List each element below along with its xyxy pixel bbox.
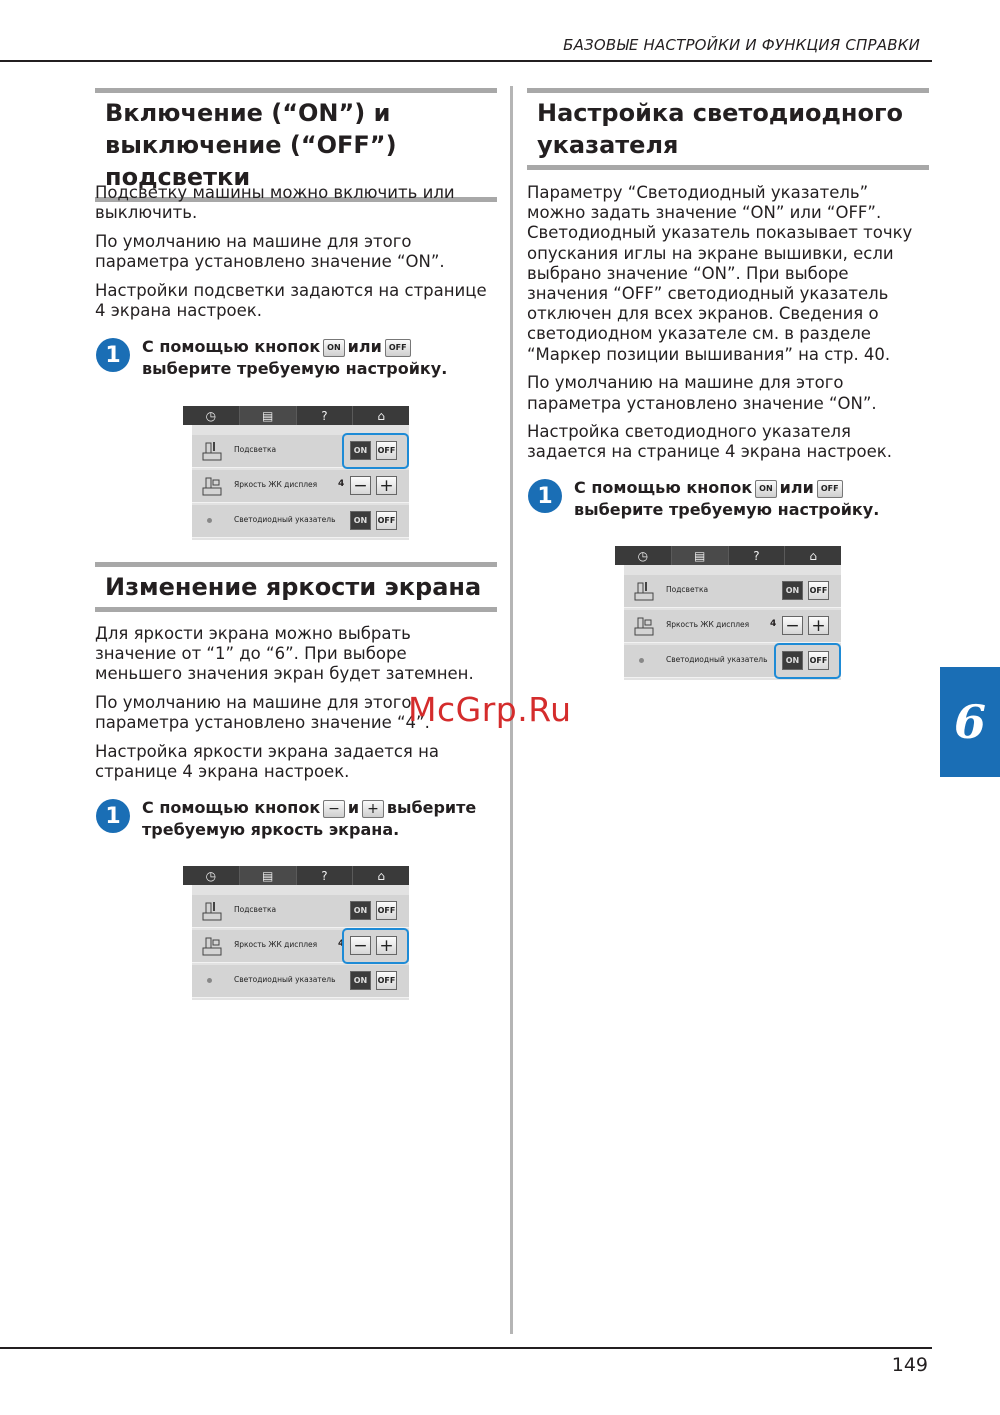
off-button[interactable]: OFF [376, 511, 397, 530]
row-label: Подсветка [234, 445, 277, 454]
section-led-heading [527, 88, 929, 170]
heading-bar-bottom [95, 607, 497, 612]
clock-tab-icon[interactable]: ◷ [183, 866, 240, 885]
settings-screen-backlight [183, 406, 409, 540]
plus-key-icon: + [362, 800, 384, 818]
clock-tab-icon[interactable]: ◷ [183, 406, 240, 425]
row-led-pointer [192, 505, 409, 538]
led-pointer-icon [639, 658, 644, 663]
row-led-pointer [192, 965, 409, 998]
running-header: БАЗОВЫЕ НАСТРОЙКИ И ФУНКЦИЯ СПРАВКИ [563, 36, 920, 54]
machine-light-icon [200, 439, 224, 463]
settings-screen-brightness [183, 866, 409, 1000]
heading-backlight [95, 93, 497, 197]
step-instruction [142, 797, 500, 841]
section-brightness-heading [95, 562, 497, 612]
heading-led-pointer [527, 93, 929, 165]
on-button[interactable]: ON [782, 651, 803, 670]
document-tab-icon[interactable]: ▤ [240, 406, 297, 425]
row-label: Яркость ЖК дисплея [234, 940, 318, 949]
machine-light-icon [632, 579, 656, 603]
off-button[interactable]: OFF [808, 581, 829, 600]
brightness-value: 4 [338, 479, 345, 489]
off-button[interactable]: OFF [376, 901, 397, 920]
off-button[interactable]: OFF [376, 441, 397, 460]
on-button[interactable]: ON [350, 441, 371, 460]
step-text-part: выберите требуемую яркость экрана. [142, 798, 477, 839]
brightness-value: 4 [770, 619, 777, 629]
step-text-part: С помощью кнопок [142, 798, 321, 817]
off-button[interactable]: OFF [376, 971, 397, 990]
settings-screen-led [615, 546, 841, 680]
row-lcd-brightness [192, 470, 409, 503]
row-label: Светодиодный указатель [234, 515, 336, 524]
footer-rule [0, 1347, 932, 1349]
row-label: Яркость ЖК дисплея [234, 480, 318, 489]
selection-highlight [774, 643, 841, 679]
step-text-part: С помощью кнопок [142, 337, 321, 356]
minus-button[interactable]: − [350, 476, 371, 495]
screen-tab-bar [183, 406, 409, 425]
off-key-icon: OFF [817, 480, 843, 498]
step-text-part: и [347, 798, 360, 817]
machine-light-icon [200, 899, 224, 923]
selection-highlight [342, 433, 409, 469]
plus-button[interactable]: + [376, 476, 397, 495]
clock-tab-icon[interactable]: ◷ [615, 546, 672, 565]
screen-tab-bar [183, 866, 409, 885]
minus-button[interactable]: − [782, 616, 803, 635]
step-number-badge: 1 [96, 338, 130, 372]
screen-tab-bar [615, 546, 841, 565]
selection-highlight [342, 928, 409, 964]
step-text-part: или [779, 478, 814, 497]
off-key-icon: OFF [385, 339, 411, 357]
row-lcd-brightness [624, 610, 841, 643]
chapter-tab: 6 [940, 667, 1000, 777]
plus-button[interactable]: + [808, 616, 829, 635]
step-text-part: выберите требуемую настройку. [142, 359, 448, 378]
on-key-icon: ON [323, 339, 345, 357]
watermark: McGrp.Ru [408, 690, 572, 729]
row-label: Светодиодный указатель [666, 655, 768, 664]
step-number-badge: 1 [96, 799, 130, 833]
paragraph: По умолчанию на машине для этого параметра установлено значение “ON”. [95, 231, 445, 272]
step-number-badge: 1 [528, 479, 562, 513]
on-button[interactable]: ON [782, 581, 803, 600]
step-brightness [96, 797, 500, 841]
step-instruction [142, 336, 500, 380]
home-tab-icon[interactable]: ⌂ [377, 868, 385, 883]
paragraph: Настройки подсветки задаются на странице 4 экрана настроек. [95, 280, 487, 321]
step-text-part: или [347, 337, 382, 356]
help-tab-icon[interactable]: ? [297, 406, 354, 425]
on-key-icon: ON [755, 480, 777, 498]
plus-button[interactable]: + [376, 936, 397, 955]
minus-button[interactable]: − [350, 936, 371, 955]
paragraph: Параметру “Светодиодный указатель” можно задать значение “ON” или “OFF”. Светодиодный указатель показывает точку опускания иглы на экране вышивки, если выбрано значение “ON”. При выборе значения “OFF” светодиодный указатель отключен для всех экранов. Сведения о светодиодном указателе см. в разделе “Маркер позиции вышивания” на стр. 40. [527, 183, 913, 364]
step-text-part: С помощью кнопок [574, 478, 753, 497]
brightness-value: 4 [338, 939, 345, 949]
paragraph: По умолчанию на машине для этого параметра установлено значение “4”. [95, 693, 430, 733]
step-backlight [96, 336, 500, 380]
heading-line-2: указателя [537, 131, 679, 159]
row-label: Светодиодный указатель [234, 975, 336, 984]
led-pointer-icon [207, 978, 212, 983]
document-tab-icon[interactable]: ▤ [240, 866, 297, 885]
paragraph: Для яркости экрана можно выбрать значение от “1” до “6”. При выборе меньшего значения экран будет затемнен. [95, 624, 474, 684]
step-led [528, 477, 932, 521]
row-label: Яркость ЖК дисплея [666, 620, 750, 629]
row-label: Подсветка [666, 585, 709, 594]
help-tab-icon[interactable]: ? [729, 546, 786, 565]
row-backlight [192, 895, 409, 928]
machine-display-icon [632, 614, 656, 638]
paragraph: По умолчанию на машине для этого параметра установлено значение “ON”. [527, 373, 877, 413]
led-pointer-icon [207, 518, 212, 523]
paragraph: Подсветку машины можно включить или выключить. [95, 183, 455, 223]
row-backlight [624, 575, 841, 608]
led-paragraphs [527, 183, 929, 471]
header-rule [0, 60, 932, 62]
backlight-paragraphs [95, 183, 497, 330]
on-button[interactable]: ON [350, 971, 371, 990]
on-button[interactable]: ON [350, 511, 371, 530]
page-number: 149 [891, 1354, 928, 1376]
step-text-part: выберите требуемую настройку. [574, 500, 880, 519]
heading-brightness: Изменение яркости экрана [105, 573, 482, 601]
document-tab-icon[interactable]: ▤ [672, 546, 729, 565]
off-button[interactable]: OFF [808, 651, 829, 670]
heading-line-1: Настройка светодиодного [537, 99, 903, 127]
row-label: Подсветка [234, 905, 277, 914]
heading-line-2: выключение (“OFF”) подсветки [105, 131, 397, 191]
step-instruction [574, 477, 932, 521]
minus-key-icon: − [323, 800, 345, 818]
heading-bar-bottom [527, 165, 929, 170]
heading-line-1: Включение (“ON”) и [105, 99, 391, 127]
machine-display-icon [200, 934, 224, 958]
home-tab-icon[interactable]: ⌂ [809, 548, 817, 563]
on-button[interactable]: ON [350, 901, 371, 920]
machine-display-icon [200, 474, 224, 498]
paragraph: Настройка светодиодного указателя задается на странице 4 экрана настроек. [527, 422, 892, 462]
home-tab-icon[interactable]: ⌂ [377, 408, 385, 423]
paragraph: Настройка яркости экрана задается на странице 4 экрана настроек. [95, 742, 439, 782]
help-tab-icon[interactable]: ? [297, 866, 354, 885]
